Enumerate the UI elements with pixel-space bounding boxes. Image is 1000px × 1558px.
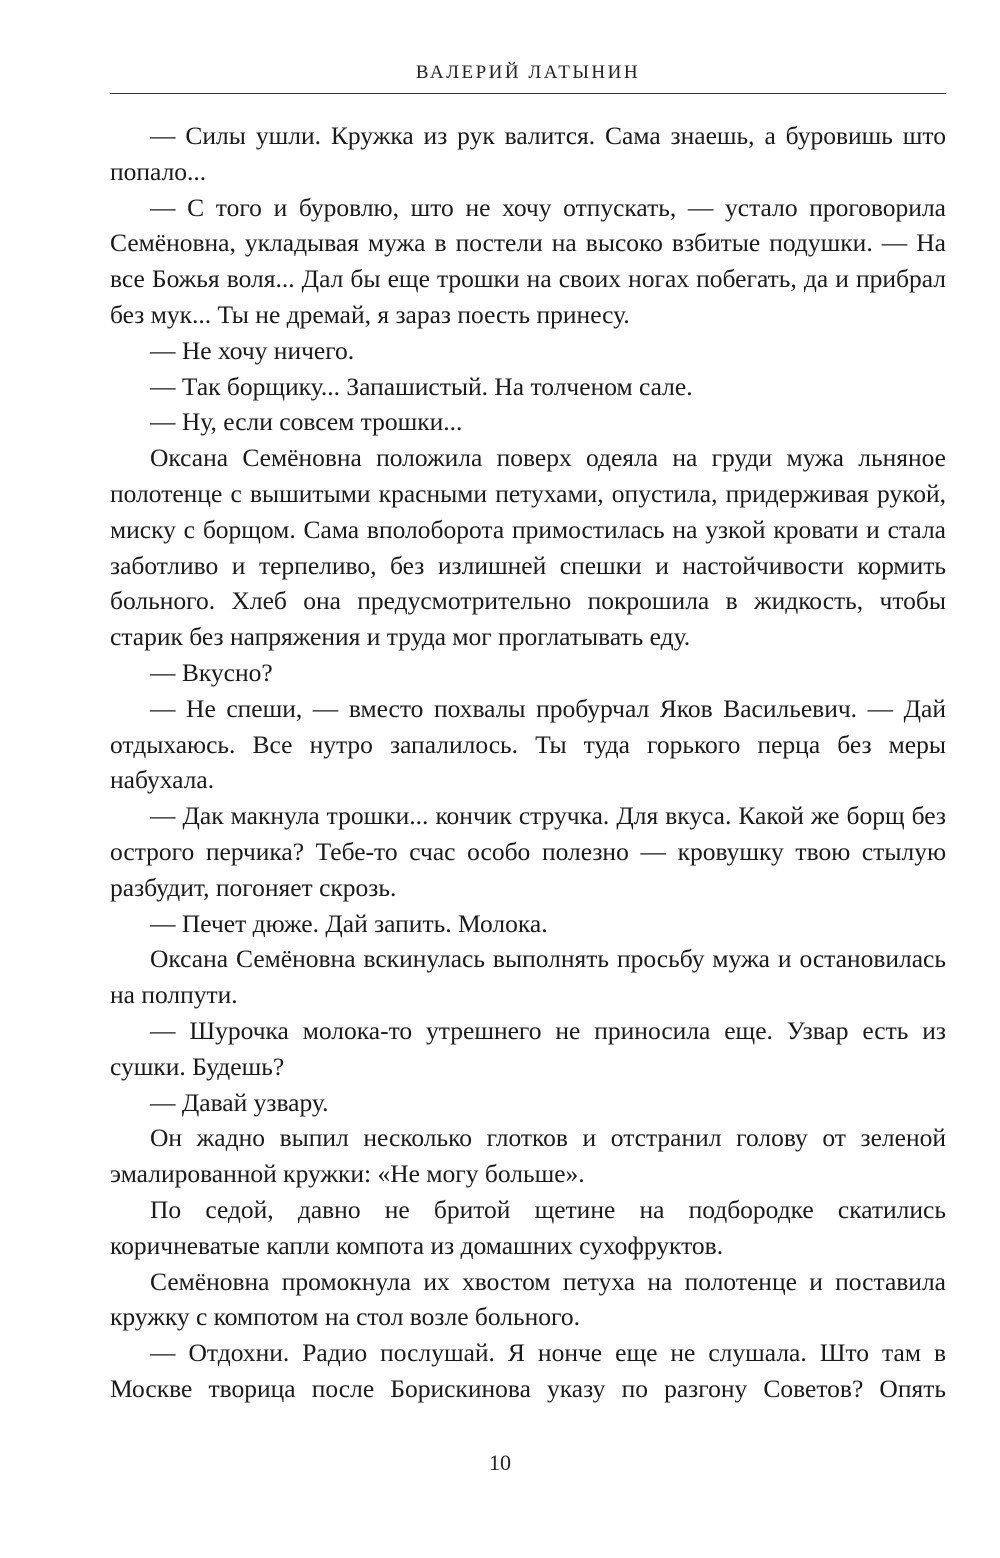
paragraph: — Печет дюже. Дай запить. Молока.	[150, 908, 548, 938]
paragraph: Оксана Семёновна вскинулась выполнять просьбу мужа и остановилась на полпути.	[110, 944, 946, 1010]
paragraph: — Давай узвару.	[150, 1087, 329, 1117]
paragraph: Он жадно выпил несколько глотков и отстранил голову от зеленой эмалированной кружки: «Не могу больше».	[110, 1123, 946, 1189]
paragraph: Оксана Семёновна положила поверх одеяла на груди мужа льняное полотенце с вышитыми красными петухами, опустила, придерживая рукой, миску с борщом. Сама вполоборота примостилась на узкой кровати и стала заботливо и терпеливо, без излишней спешки и настойчивости кормить больного. Хлеб она предусмотрительно покрошила в жидкость, чтобы старик без напряжения и труда мог проглатывать еду.	[110, 443, 946, 652]
page-number: 10	[489, 1450, 511, 1475]
paragraph: — Вкусно?	[150, 657, 273, 687]
paragraph: — Силы ушли. Кружка из рук валится. Сама знаешь, а буровишь што попало...	[110, 121, 946, 186]
paragraph: — Не хочу ничего.	[150, 335, 355, 365]
paragraph: — С того и буровлю, што не хочу отпускать, — устало проговорила Семёновна, укладывая мужа в постели на высоко взбитые подушки. — На все Божья воля... Дал бы еще трошки на своих ногах побегать, да и прибрал без мук... Ты не дремай, я зараз поесть принесу.	[110, 192, 946, 329]
paragraph: — Так борщику... Запашистый. На толченом сале.	[150, 371, 693, 401]
paragraph: — Ну, если совсем трошки...	[150, 407, 463, 437]
paragraph: — Отдохни. Радио послушай. Я нонче еще не слушала. Што там в Москве творица после Борискинова указу по разгону Советов? Опять	[110, 1338, 946, 1403]
paragraph: — Шурочка молока-то утрешнего не приносила еще. Узвар есть из сушки. Будешь?	[110, 1015, 946, 1081]
paragraph: — Не спеши, — вместо похвалы пробурчал Яков Васильевич. — Дай отдыхаюсь. Все нутро запалилось. Ты туда горького перца без меры набухала.	[110, 693, 946, 795]
header-rule	[110, 93, 946, 94]
paragraph: — Дак макнула трошки... кончик стручка. Для вкуса. Какой же борщ без острого перчика? Тебе-то счас особо полезно — кровушку твою стылую разбудит, погоняет скрозь.	[110, 801, 946, 902]
body-text	[110, 118, 946, 1407]
paragraph: По седой, давно не бритой щетине на подбородке скатились коричневатые капли компота из домашних сухофруктов.	[110, 1194, 946, 1260]
running-head-author: ВАЛЕРИЙ ЛАТЫНИН	[415, 62, 641, 83]
paragraph: Семёновна промокнула их хвостом петуха на полотенце и поставила кружку с компотом на стол возле больного.	[110, 1266, 946, 1332]
